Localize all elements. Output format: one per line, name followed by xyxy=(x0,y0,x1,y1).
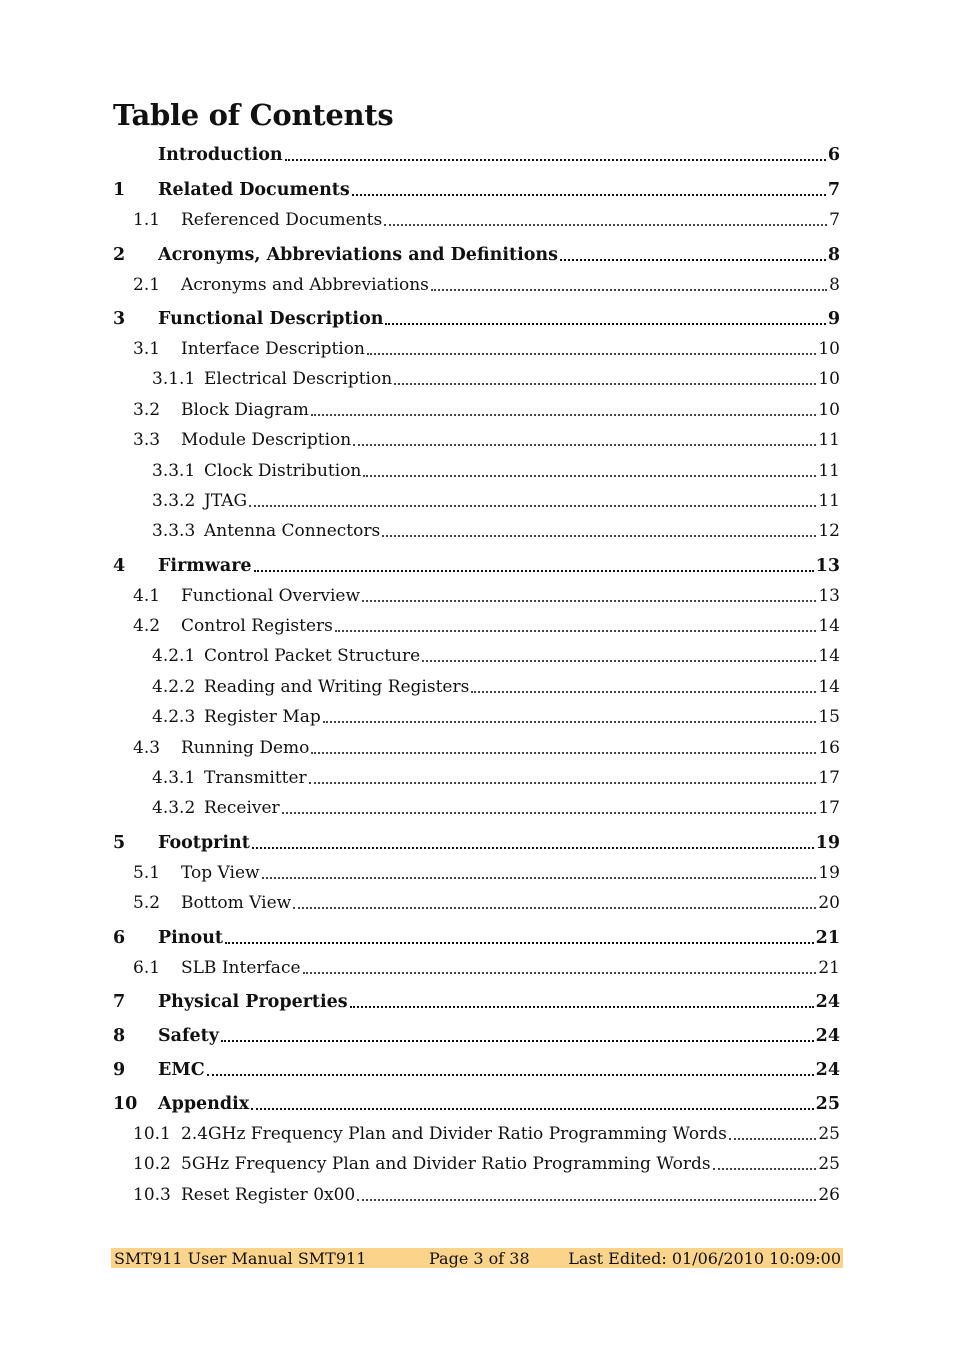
toc-dot-leader xyxy=(729,1128,817,1140)
toc-dot-leader xyxy=(394,373,816,385)
toc-entry[interactable] xyxy=(113,1183,840,1205)
toc-entry[interactable] xyxy=(113,1092,840,1114)
page-title: Table of Contents xyxy=(113,98,394,132)
toc-entry-page: 15 xyxy=(818,707,840,727)
toc-dot-leader xyxy=(350,996,814,1008)
toc-entry-page: 26 xyxy=(818,1185,840,1205)
toc-dot-leader xyxy=(311,404,817,416)
toc-entry[interactable] xyxy=(113,398,840,420)
toc-entry-label: 5GHz Frequency Plan and Divider Ratio Programming Words xyxy=(181,1154,711,1174)
toc-entry-label: Reading and Writing Registers xyxy=(204,677,470,697)
toc-entry-number: 2 xyxy=(113,245,126,265)
toc-entry[interactable] xyxy=(113,243,840,265)
toc-entry-page: 24 xyxy=(815,1060,840,1080)
toc-dot-leader xyxy=(363,465,816,477)
toc-entry-label: Safety xyxy=(158,1026,219,1046)
toc-entry-number: 2.1 xyxy=(133,275,161,295)
toc-entry[interactable] xyxy=(113,766,840,788)
toc-entry-number: 3.3.1 xyxy=(152,461,196,481)
toc-entry[interactable] xyxy=(113,736,840,758)
toc-entry-label: Electrical Description xyxy=(204,369,393,389)
toc-entry-number: 1.1 xyxy=(133,210,161,230)
toc-entry-number: 4.2 xyxy=(133,616,161,636)
toc-entry-page: 6 xyxy=(827,145,840,165)
toc-entry-label: Interface Description xyxy=(181,339,365,359)
toc-dot-leader xyxy=(323,711,817,723)
toc-entry-page: 7 xyxy=(829,210,840,230)
footer-page-number: Page 3 of 38 xyxy=(429,1248,530,1268)
toc-entry-label: Control Packet Structure xyxy=(204,646,421,666)
toc-entry-number: 9 xyxy=(113,1060,126,1080)
toc-entry-label: Acronyms, Abbreviations and Definitions xyxy=(158,245,558,265)
toc-entry-label: Introduction xyxy=(158,145,283,165)
toc-entry-page: 9 xyxy=(827,309,840,329)
toc-dot-leader xyxy=(285,149,826,161)
toc-entry[interactable] xyxy=(113,831,840,853)
toc-entry-page: 24 xyxy=(815,992,840,1012)
toc-entry[interactable] xyxy=(113,990,840,1012)
toc-entry-label: Receiver xyxy=(204,798,280,818)
toc-entry-page: 12 xyxy=(818,521,840,541)
table-of-contents xyxy=(113,0,840,1350)
toc-entry-label: Reset Register 0x00 xyxy=(181,1185,356,1205)
toc-entry-number: 5.2 xyxy=(133,893,161,913)
toc-entry-label: Functional Overview xyxy=(181,586,361,606)
toc-entry-number: 6.1 xyxy=(133,958,161,978)
toc-entry-number: 3.1 xyxy=(133,339,161,359)
toc-entry-page: 10 xyxy=(818,339,840,359)
toc-entry-page: 13 xyxy=(818,586,840,606)
footer-document-name: SMT911 User Manual SMT911 xyxy=(114,1248,367,1268)
toc-dot-leader xyxy=(221,1030,814,1042)
toc-entry[interactable] xyxy=(113,489,840,511)
toc-dot-leader xyxy=(367,343,816,355)
toc-entry[interactable] xyxy=(113,428,840,450)
toc-dot-leader xyxy=(357,1189,816,1201)
toc-dot-leader xyxy=(251,1098,813,1110)
toc-dot-leader xyxy=(335,620,816,632)
toc-entry[interactable] xyxy=(113,554,840,576)
toc-entry[interactable] xyxy=(113,796,840,818)
page-footer xyxy=(111,1248,843,1268)
toc-entry-label: Transmitter xyxy=(204,768,307,788)
toc-entry-number: 7 xyxy=(113,992,126,1012)
toc-entry-page: 8 xyxy=(829,275,840,295)
toc-entry-page: 25 xyxy=(818,1154,840,1174)
toc-entry-page: 16 xyxy=(818,738,840,758)
toc-dot-leader xyxy=(252,837,814,849)
toc-entry-label: Firmware xyxy=(158,556,252,576)
toc-entry-label: Antenna Connectors xyxy=(204,521,381,541)
toc-entry-label: Appendix xyxy=(158,1094,250,1114)
toc-entry[interactable] xyxy=(113,143,840,165)
toc-entry[interactable] xyxy=(113,614,840,636)
toc-dot-leader xyxy=(254,560,814,572)
toc-entry[interactable] xyxy=(113,1122,840,1144)
toc-entry[interactable] xyxy=(113,861,840,883)
footer-last-edited: Last Edited: 01/06/2010 10:09:00 xyxy=(568,1248,841,1268)
toc-entry-number: 3 xyxy=(113,309,126,329)
toc-entry-label: Functional Description xyxy=(158,309,384,329)
toc-entry-number: 10.2 xyxy=(133,1154,171,1174)
toc-entry-page: 25 xyxy=(815,1094,840,1114)
toc-entry[interactable] xyxy=(113,1058,840,1080)
toc-entry-number: 3.3 xyxy=(133,430,161,450)
toc-entry-number: 3.2 xyxy=(133,400,161,420)
toc-dot-leader xyxy=(311,742,816,754)
toc-dot-leader xyxy=(422,650,816,662)
toc-entry[interactable] xyxy=(113,1024,840,1046)
toc-entry-page: 11 xyxy=(818,461,840,481)
toc-entry-label: 2.4GHz Frequency Plan and Divider Ratio Programming Words xyxy=(181,1124,727,1144)
toc-entry[interactable] xyxy=(113,273,840,295)
toc-dot-leader xyxy=(303,962,817,974)
toc-entry-page: 11 xyxy=(818,430,840,450)
toc-dot-leader xyxy=(384,214,827,226)
toc-entry[interactable] xyxy=(113,926,840,948)
toc-entry[interactable] xyxy=(113,956,840,978)
toc-dot-leader xyxy=(353,434,816,446)
toc-entry-number: 3.3.2 xyxy=(152,491,196,511)
toc-entry-label: Clock Distribution xyxy=(204,461,362,481)
toc-entry-page: 14 xyxy=(818,616,840,636)
toc-entry-number: 1 xyxy=(113,180,126,200)
toc-entry-number: 4.2.2 xyxy=(152,677,196,697)
toc-entry-number: 4.3.1 xyxy=(152,768,196,788)
toc-entry-page: 10 xyxy=(818,400,840,420)
toc-dot-leader xyxy=(713,1158,817,1170)
toc-dot-leader xyxy=(560,249,826,261)
toc-dot-leader xyxy=(362,590,816,602)
toc-dot-leader xyxy=(262,867,817,879)
toc-dot-leader xyxy=(293,897,816,909)
toc-entry[interactable] xyxy=(113,519,840,541)
toc-entry-label: JTAG xyxy=(204,491,248,511)
toc-entry-page: 17 xyxy=(818,798,840,818)
toc-entry-number: 4.3.2 xyxy=(152,798,196,818)
toc-dot-leader xyxy=(207,1064,814,1076)
toc-entry-page: 19 xyxy=(815,833,840,853)
toc-entry-label: Acronyms and Abbreviations xyxy=(181,275,429,295)
toc-entry-label: SLB Interface xyxy=(181,958,301,978)
toc-dot-leader xyxy=(431,279,827,291)
toc-entry-label: EMC xyxy=(158,1060,205,1080)
toc-entry-number: 10.1 xyxy=(133,1124,171,1144)
toc-entry-number: 4 xyxy=(113,556,126,576)
toc-entry[interactable] xyxy=(113,208,840,230)
toc-dot-leader xyxy=(471,681,816,693)
toc-entry-number: 4.1 xyxy=(133,586,161,606)
toc-dot-leader xyxy=(382,525,816,537)
toc-dot-leader xyxy=(282,802,817,814)
toc-entry-label: Bottom View xyxy=(181,893,292,913)
toc-dot-leader xyxy=(385,313,825,325)
toc-dot-leader xyxy=(309,772,817,784)
toc-entry[interactable] xyxy=(113,459,840,481)
toc-entry[interactable] xyxy=(113,178,840,200)
toc-entry-page: 7 xyxy=(827,180,840,200)
toc-entry[interactable] xyxy=(113,337,840,359)
toc-entry-number: 3.1.1 xyxy=(152,369,196,389)
toc-entry[interactable] xyxy=(113,1152,840,1174)
toc-entry-label: Top View xyxy=(181,863,260,883)
toc-entry[interactable] xyxy=(113,584,840,606)
toc-entry-page: 14 xyxy=(818,646,840,666)
toc-entry-label: Register Map xyxy=(204,707,321,727)
toc-entry-label: Pinout xyxy=(158,928,224,948)
toc-entry[interactable] xyxy=(113,307,840,329)
toc-entry[interactable] xyxy=(113,891,840,913)
toc-entry-number: 4.3 xyxy=(133,738,161,758)
toc-entry-label: Physical Properties xyxy=(158,992,348,1012)
toc-dot-leader xyxy=(352,184,826,196)
toc-entry-number: 3.3.3 xyxy=(152,521,196,541)
toc-entry-number: 6 xyxy=(113,928,126,948)
toc-entry-number: 4.2.3 xyxy=(152,707,196,727)
toc-entry-page: 11 xyxy=(818,491,840,511)
toc-entry-number: 5.1 xyxy=(133,863,161,883)
toc-entry[interactable] xyxy=(113,705,840,727)
toc-entry-page: 25 xyxy=(818,1124,840,1144)
toc-dot-leader xyxy=(225,932,814,944)
toc-entry-label: Referenced Documents xyxy=(181,210,383,230)
toc-entry-page: 8 xyxy=(827,245,840,265)
toc-entry-page: 21 xyxy=(815,928,840,948)
toc-entry-label: Module Description xyxy=(181,430,352,450)
toc-entry-label: Related Documents xyxy=(158,180,350,200)
toc-entry-number: 4.2.1 xyxy=(152,646,196,666)
toc-entry[interactable] xyxy=(113,644,840,666)
toc-entry-page: 14 xyxy=(818,677,840,697)
toc-entry-label: Running Demo xyxy=(181,738,310,758)
toc-entry-label: Block Diagram xyxy=(181,400,309,420)
toc-entry-number: 8 xyxy=(113,1026,126,1046)
toc-entry-page: 21 xyxy=(818,958,840,978)
toc-entry-page: 10 xyxy=(818,369,840,389)
toc-entry-number: 10.3 xyxy=(133,1185,171,1205)
toc-entry-page: 19 xyxy=(818,863,840,883)
toc-entry[interactable] xyxy=(113,367,840,389)
toc-entry-number: 5 xyxy=(113,833,126,853)
toc-entry-label: Footprint xyxy=(158,833,250,853)
toc-entry-page: 17 xyxy=(818,768,840,788)
toc-entry[interactable] xyxy=(113,675,840,697)
toc-entry-page: 20 xyxy=(818,893,840,913)
toc-entry-page: 13 xyxy=(815,556,840,576)
toc-entry-label: Control Registers xyxy=(181,616,333,636)
toc-entry-number: 10 xyxy=(113,1094,138,1114)
toc-entry-page: 24 xyxy=(815,1026,840,1046)
toc-dot-leader xyxy=(249,495,816,507)
